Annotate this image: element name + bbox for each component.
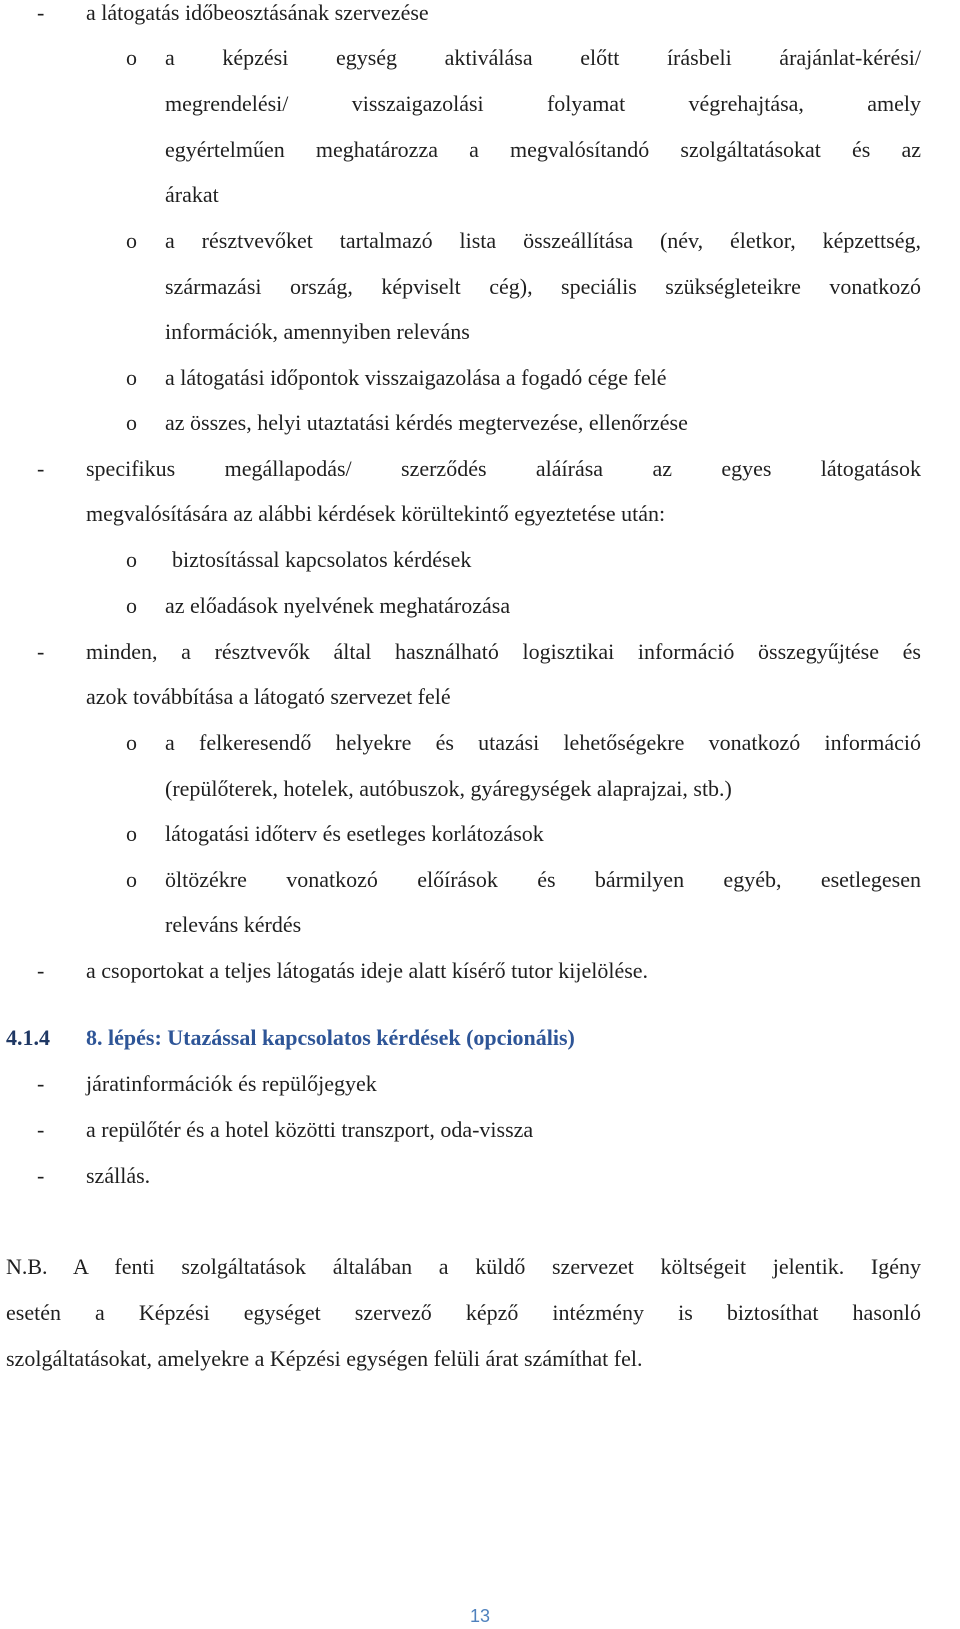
sub-list-item-text: a felkeresendő helyekre és utazási lehetőségekre vonatkozó információ — [165, 730, 921, 755]
sub-list-item-text: a képzési egység aktiválása előtt írásbeli árajánlat-kérési/ — [165, 45, 921, 70]
list-item-text: a repülőtér és a hotel közötti transzport, oda-vissza — [86, 1117, 534, 1142]
list-item-text: azok továbbítása a látogató szervezet felé — [86, 684, 451, 709]
note-paragraph-line: N.B. A fenti szolgáltatások általában a küldő szervezet költségeit jelentik. Igény — [6, 1254, 921, 1279]
note-paragraph-line: szolgáltatásokat, amelyekre a Képzési egységen felüli árat számíthat fel. — [6, 1346, 643, 1371]
sub-list-item-text: származási ország, képviselt cég), speciális szükségleteikre vonatkozó — [165, 274, 921, 299]
section-number: 4.1.4 — [6, 1025, 50, 1050]
sub-list-marker: o — [126, 593, 137, 618]
sub-list-item-text: látogatási időterv és esetleges korlátozások — [165, 821, 544, 846]
page-number: 13 — [469, 1606, 491, 1626]
list-item-text: minden, a résztvevők által használható logisztikai információ összegyűjtése és — [86, 639, 921, 664]
list-item-text: a látogatás időbeosztásának szervezése — [86, 0, 429, 25]
list-item-text: szállás. — [86, 1163, 151, 1188]
sub-list-item-text: az előadások nyelvének meghatározása — [165, 593, 511, 618]
sub-list-marker: o — [126, 821, 137, 846]
list-item-text: a csoportokat a teljes látogatás ideje alatt kísérő tutor kijelölése. — [86, 958, 649, 983]
sub-list-item-text: (repülőterek, hotelek, autóbuszok, gyáregységek alaprajzai, stb.) — [165, 776, 732, 801]
sub-list-item-text: információk, amennyiben releváns — [165, 319, 470, 344]
list-marker: - — [37, 1163, 45, 1188]
note-paragraph-line: esetén a Képzési egységet szervező képző intézmény is biztosíthat hasonló — [6, 1300, 921, 1325]
list-item-text: specifikus megállapodás/ szerződés aláírása az egyes látogatások — [86, 456, 921, 481]
sub-list-marker: o — [126, 410, 137, 435]
sub-list-marker: o — [126, 45, 137, 70]
sub-list-item-text: egyértelműen meghatározza a megvalósítandó szolgáltatásokat és az — [165, 137, 921, 162]
list-marker: - — [37, 1117, 45, 1142]
sub-list-marker: o — [126, 730, 137, 755]
list-marker: - — [37, 1071, 45, 1096]
section-title: 8. lépés: Utazással kapcsolatos kérdések (opcionális) — [86, 1025, 575, 1050]
sub-list-marker: o — [126, 365, 137, 390]
sub-list-item-text: megrendelési/ visszaigazolási folyamat végrehajtása, amely — [165, 91, 921, 116]
sub-list-item-text: a résztvevőket tartalmazó lista összeállítása (név, életkor, képzettség, — [165, 228, 921, 253]
sub-list-item-text: az összes, helyi utaztatási kérdés megtervezése, ellenőrzése — [165, 410, 688, 435]
sub-list-marker: o — [126, 228, 137, 253]
sub-list-item-text: árakat — [165, 182, 219, 207]
sub-list-item-text: a látogatási időpontok visszaigazolása a fogadó cége felé — [165, 365, 667, 390]
sub-list-marker: o — [126, 867, 137, 892]
list-item-text: megvalósítására az alábbi kérdések körültekintő egyeztetése után: — [86, 501, 666, 526]
list-item-text: járatinformációk és repülőjegyek — [86, 1071, 377, 1096]
list-marker: - — [37, 958, 45, 983]
sub-list-item-text: öltözékre vonatkozó előírások és bármilyen egyéb, esetlegesen — [165, 867, 921, 892]
list-marker: - — [37, 456, 45, 481]
sub-list-marker: o — [126, 547, 137, 572]
sub-list-item-text: releváns kérdés — [165, 912, 302, 937]
sub-list-item-text: biztosítással kapcsolatos kérdések — [172, 547, 472, 572]
list-marker: - — [37, 0, 45, 25]
list-marker: - — [37, 639, 45, 664]
